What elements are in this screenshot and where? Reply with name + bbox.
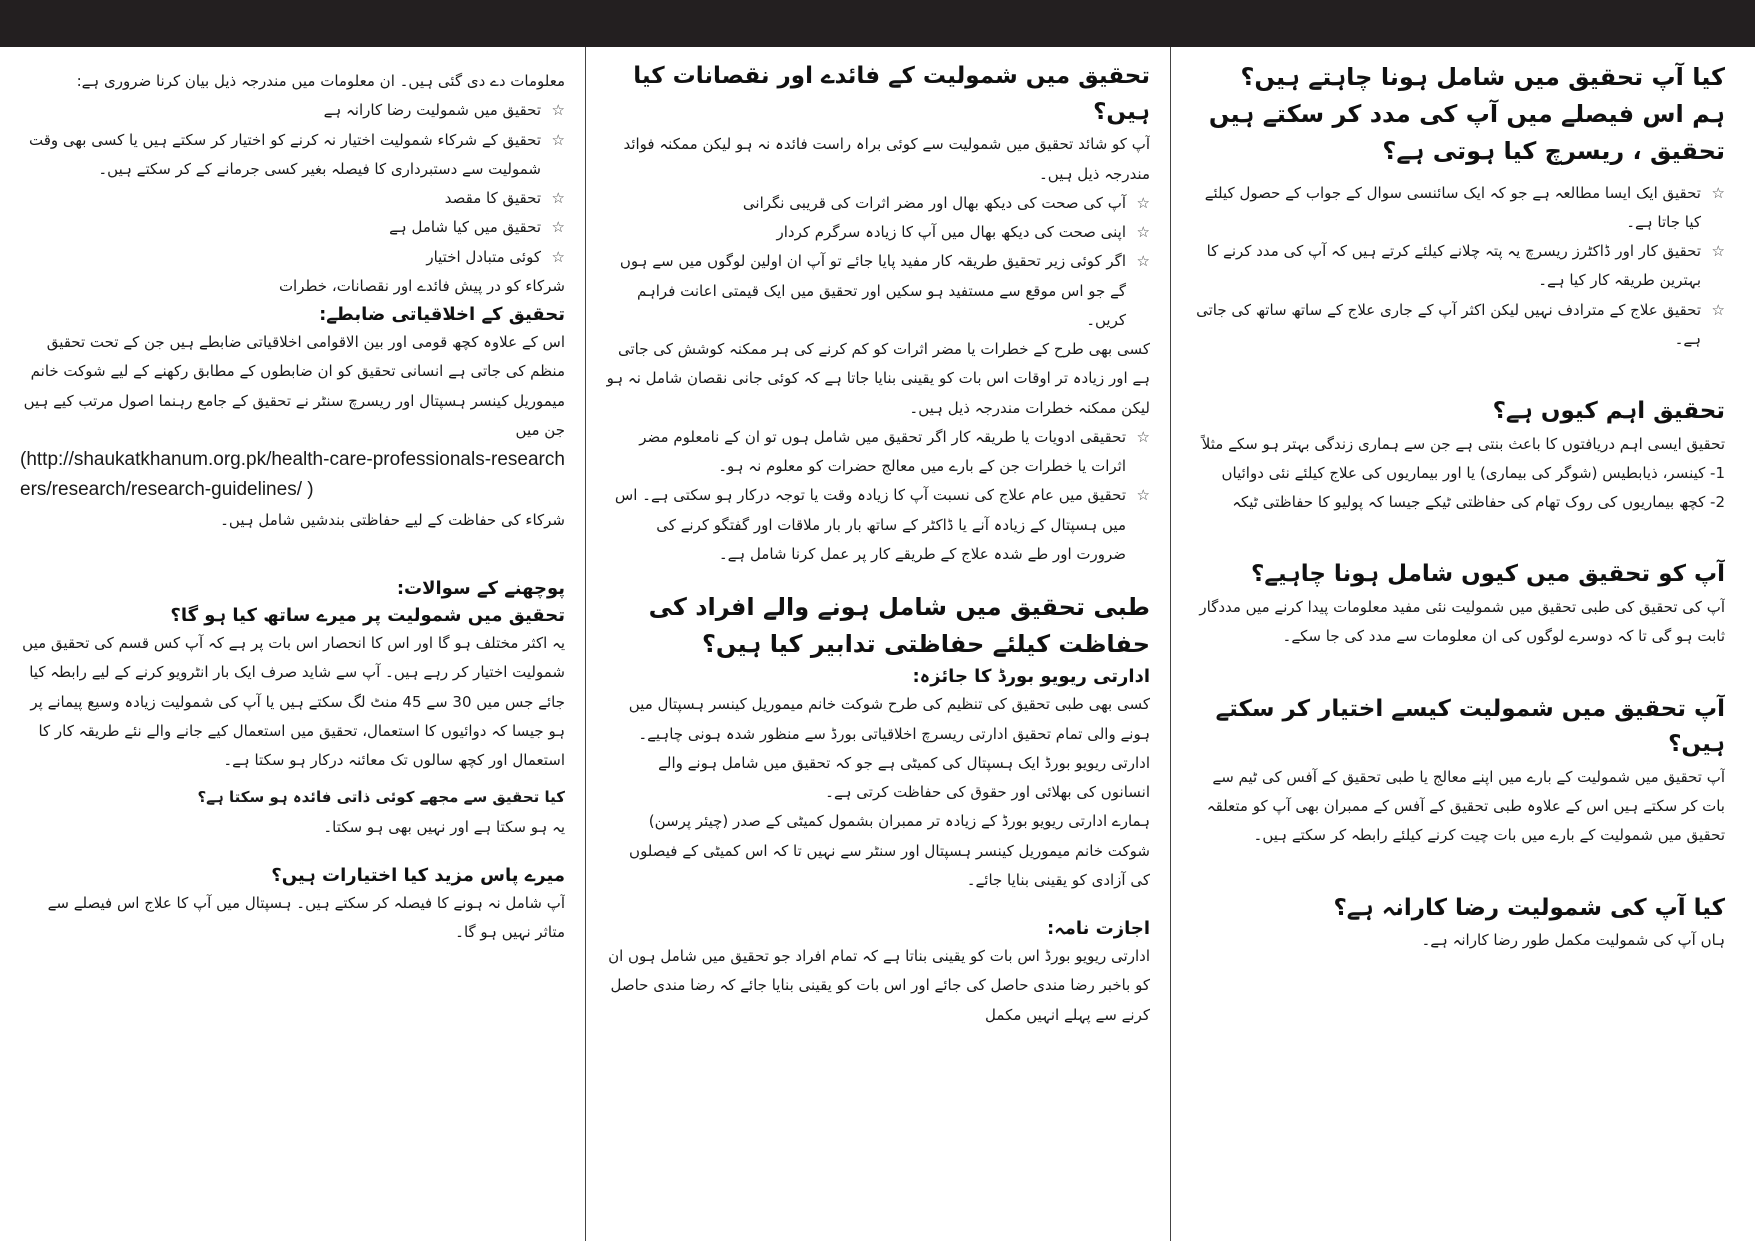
question-2-answer: یہ ہو سکتا ہے اور نہیں بھی ہو سکتا۔ <box>323 817 565 836</box>
ethics-text: اس کے علاوہ کچھ قومی اور بین الاقوامی اخلاقیاتی ضابطے ہیں جن کے تحت تحقیق منظم کی جاتی ہے انسانی تحقیق کو ان ضابطوں کے مطابق رکھنے کے لیے شوکت خانم میموریل کینسر ہسپتال اور ریسرچ سنٹر نے تحقیق کے جامع رہنما اصول مرتب کیے ہیں جن میں <box>23 333 565 439</box>
list-item: ☆ آپ کی صحت کی دیکھ بھال اور مضر اثرات کی قریبی نگرانی <box>605 189 1150 218</box>
why-participate-text: آپ کی تحقیق کی طبی تحقیق میں شمولیت نئی مفید معلومات پیدا کرنے میں مددگار ثابت ہو گی تا کہ دوسرے لوگوں کی ان معلومات سے مدد کی جا سکے۔ <box>1199 598 1725 646</box>
question-3-answer: آپ شامل نہ ہونے کا فیصلہ کر سکتے ہیں۔ ہسپتال میں آپ کا علاج اس فیصلے سے متاثر نہیں ہو گا۔ <box>47 893 565 942</box>
star-outline-icon: ☆ <box>1136 223 1150 242</box>
irb-text-2: ہمارے ادارتی ریویو بورڈ کے زیادہ تر ممبران بشمول کمیٹی کے صدر (چیئر پرسن) شوکت خانم میموریل کینسر ہسپتال اور سنٹر سے نہیں تا کہ اس کمیٹی کے فیصلوں کی آزادی کو یقینی بنایا جائے۔ <box>629 812 1150 889</box>
research-guidelines-link[interactable]: (http://shaukatkhanum.org.pk/health-care-professionals-researchers/research/research-guidelines/ ) <box>20 449 565 501</box>
risks-line: شرکاء کو در پیش فائدے اور نقصانات، خطرات <box>278 276 565 295</box>
consent-info-list <box>20 96 565 272</box>
risks-intro: کسی بھی طرح کے خطرات یا مضر اثرات کو کم کرنے کی ہر ممکنہ کوشش کی جاتی ہے اور زیادہ تر اوقات اس بات کو یقینی بنایا جاتا ہے کہ کوئی جانی نقصان شامل نہ ہو لیکن ممکنہ خطرات مندرجہ ذیل ہیں۔ <box>606 340 1150 417</box>
heading-irb-review: ادارتی ریویو بورڈ کا جائزہ: <box>912 666 1150 688</box>
star-outline-icon: ☆ <box>551 130 565 149</box>
heading-voluntary: کیا آپ کی شمولیت رضا کارانہ ہے؟ <box>1333 894 1725 921</box>
list-item: ☆ تحقیق کے شرکاء شمولیت اختیار نہ کرنے کو اختیار کر سکتے ہیں یا کسی بھی وقت شمولیت سے دستبرداری کا فیصلہ بغیر کسی جرمانے کے کر سکتے ہیں۔ <box>20 126 565 185</box>
important-list-item-1: 1- کینسر، ذیابطیس (شوگر کی بیماری) یا اور بیماریوں کی علاج کیلئے نئی دوائیاں <box>1221 463 1725 482</box>
list-item: ☆ اگر کوئی زیر تحقیق طریقہ کار مفید پایا جائے تو آپ ان اولین لوگوں میں سے ہوں گے جو اس موقع سے مستفید ہو سکیں اور تحقیق میں ایک قیمتی اعانت فراہم کریں۔ <box>605 247 1150 335</box>
star-outline-icon: ☆ <box>1711 183 1725 202</box>
question-2-heading: کیا تحقیق سے مجھے کوئی ذاتی فائدہ ہو سکتا ہے؟ <box>197 788 565 807</box>
list-item: ☆ تحقیق میں عام علاج کی نسبت آپ کا زیادہ وقت یا توجہ درکار ہو سکتی ہے۔ اس میں ہسپتال کے زیادہ آنے یا ڈاکٹر کے ساتھ بار بار ملاقات اور گفتگو کرنے کی ضرورت اور طے شدہ علاج کے طریقے کار پر عمل کرنا شامل ہے۔ <box>605 481 1150 569</box>
left-column <box>20 47 565 1241</box>
star-outline-icon: ☆ <box>1136 486 1150 505</box>
right-column <box>1190 47 1725 1241</box>
star-outline-icon: ☆ <box>551 247 565 266</box>
how-participate-text: آپ تحقیق میں شمولیت کے بارے میں اپنے معالج یا طبی تحقیق کے آفس کی ٹیم سے بات کر سکتے ہیں اس کے علاوہ طبی تحقیق کے آفس کے ممبران بھی آپ کو متعلقہ تحقیق میں شمولیت کے بارے میں بات چیت کرنے کیلئے رابطہ کر سکتے ہیں۔ <box>1206 767 1725 845</box>
heading-why-important: تحقیق اہم کیوں ہے؟ <box>1492 398 1725 425</box>
question-1-heading: تحقیق میں شمولیت پر میرے ساتھ کیا ہو گا؟ <box>170 605 565 627</box>
list-item: ☆ تحقیق میں کیا شامل ہے <box>20 213 565 242</box>
heading-benefits-risks: تحقیق میں شمولیت کے فائدے اور نقصانات کیا ہیں؟ <box>633 63 1150 125</box>
voluntary-text: ہاں آپ کی شمولیت مکمل طور رضا کارانہ ہے۔ <box>1421 931 1725 950</box>
list-item: ☆ تحقیق کا مقصد <box>20 184 565 213</box>
star-outline-icon: ☆ <box>1136 252 1150 271</box>
star-outline-icon: ☆ <box>1711 242 1725 261</box>
risks-list <box>605 423 1150 569</box>
list-item: ☆ تحقیق میں شمولیت رضا کارانہ ہے <box>20 96 565 125</box>
middle-column <box>605 47 1150 1241</box>
heading-questions: پوچھنے کے سوالات: <box>396 578 565 600</box>
list-item: ☆ تحقیقی ادویات یا طریقہ کار اگر تحقیق میں شامل ہوں تو ان کے نامعلوم مضر اثرات یا خطرات جن کے بارے میں معالج حضرات کو معلوم نہ ہو۔ <box>605 423 1150 482</box>
heading-what-is-research: تحقیق ، ریسرچ کیا ہوتی ہے؟ <box>1382 137 1725 166</box>
heading-consent: اجازت نامہ: <box>1046 918 1150 940</box>
star-outline-icon: ☆ <box>551 101 565 120</box>
important-list-item-2: 2- کچھ بیماریوں کی روک تھام کی حفاظتی ٹیکے جیسا کہ پولیو کا حفاظتی ٹیکہ <box>1232 493 1725 512</box>
heading-we-can-help: ہم اس فیصلے میں آپ کی مدد کر سکتے ہیں <box>1208 100 1725 129</box>
star-outline-icon: ☆ <box>1136 193 1150 212</box>
question-1-answer: یہ اکثر مختلف ہو گا اور اس کا انحصار اس بات پر ہے کہ آپ کس قسم کی تحقیق میں شمولیت اختیار کر رہے ہیں۔ آپ سے شاید صرف ایک بار انٹرویو کرنے کے لیے رابطہ کیا جائے جس میں 30 سے 45 منٹ لگ سکتے ہیں یا آپ کی شمولیت زیادہ وسیع پیمانے پر ہو جیسا کہ دوائیوں کا استعمال، تحقیق میں استعمال کیے جانے والے نئے طریقہ کار کا استعمال اور کچھ سالوں تک معائنہ درکار ہو سکتا ہے۔ <box>22 634 565 770</box>
column-divider-right <box>1170 47 1171 1241</box>
list-item: ☆ اپنی صحت کی دیکھ بھال میں آپ کا زیادہ سرگرم کردار <box>605 218 1150 247</box>
question-3-heading: میرے پاس مزید کیا اختیارات ہیں؟ <box>271 864 565 886</box>
list-item: ☆ تحقیق کار اور ڈاکٹرز ریسرچ یہ پتہ چلانے کیلئے کرتے ہیں کہ آپ کی مدد کرنے کا بہترین طریقہ کار کیا ہے۔ <box>1190 237 1725 296</box>
heading-how-participate: آپ تحقیق میں شمولیت کیسے اختیار کر سکتے ہیں؟ <box>1215 695 1725 758</box>
heading-protection-measures: طبی تحقیق میں شامل ہونے والے افراد کی حفاظت کیلئے حفاظتی تدابیر کیا ہیں؟ <box>648 593 1150 659</box>
list-item: ☆ تحقیق ایک ایسا مطالعہ ہے جو کہ ایک سائنسی سوال کے جواب کے حصول کیلئے کیا جاتا ہے۔ <box>1190 179 1725 238</box>
star-outline-icon: ☆ <box>551 218 565 237</box>
irb-text-1: کسی بھی طبی تحقیق کی تنظیم کی طرح شوکت خانم میموریل کینسر ہسپتال میں ہونے والی تمام تحقیق ادارتی ریسرچ اخلاقیاتی بورڈ سے منظور شدہ ہونی چاہیے۔ ادارتی ریویو بورڈ ایک ہسپتال کی کمیٹی ہے جو کہ تحقیق میں شامل ہونے والے انسانوں کی بھلائی اور حقوق کی حفاظت کرتی ہے۔ <box>628 695 1150 802</box>
star-outline-icon: ☆ <box>551 189 565 207</box>
benefits-intro: آپ کو شائد تحقیق میں شمولیت سے کوئی براہ راست فائدہ نہ ہو لیکن ممکنہ فوائد مندرجہ ذیل ہیں۔ <box>623 135 1150 183</box>
star-outline-icon: ☆ <box>1136 427 1150 446</box>
heading-want-to-participate: کیا آپ تحقیق میں شامل ہونا چاہتے ہیں؟ <box>1240 63 1725 91</box>
heading-ethics: تحقیق کے اخلاقیاتی ضابطے: <box>319 304 565 325</box>
what-is-research-list <box>1190 179 1725 355</box>
star-outline-icon: ☆ <box>1711 300 1725 319</box>
consent-text: ادارتی ریویو بورڈ اس بات کو یقینی بناتا ہے کہ تمام افراد جو تحقیق میں شامل ہوں ان کو باخبر رضا مندی حاصل کی جائے اور اس بات کو یقینی بنایا جائے کہ رضا مندی حاصل کرنے سے پہلے انہیں مکمل <box>608 947 1150 1024</box>
list-item: ☆ کوئی متبادل اختیار <box>20 243 565 272</box>
top-black-band <box>0 0 1755 47</box>
ethics-end-text: شرکاء کی حفاظت کے لیے حفاظتی بندشیں شامل ہیں۔ <box>220 510 565 529</box>
column-divider-left <box>585 47 586 1241</box>
consent-info-intro: معلومات دے دی گئی ہیں۔ ان معلومات میں مندرجہ ذیل بیان کرنا ضروری ہے: <box>76 72 565 90</box>
important-text: تحقیق ایسی اہم دریافتوں کا باعث بنتی ہے جن سے ہماری زندگی بہتر ہو سکے مثلاً <box>1201 434 1725 453</box>
heading-why-participate: آپ کو تحقیق میں کیوں شامل ہونا چاہیے؟ <box>1251 561 1725 588</box>
benefits-list <box>605 189 1150 335</box>
list-item: ☆ تحقیق علاج کے مترادف نہیں لیکن اکثر آپ کے جاری علاج کے ساتھ ساتھ کی جاتی ہے۔ <box>1190 296 1725 355</box>
